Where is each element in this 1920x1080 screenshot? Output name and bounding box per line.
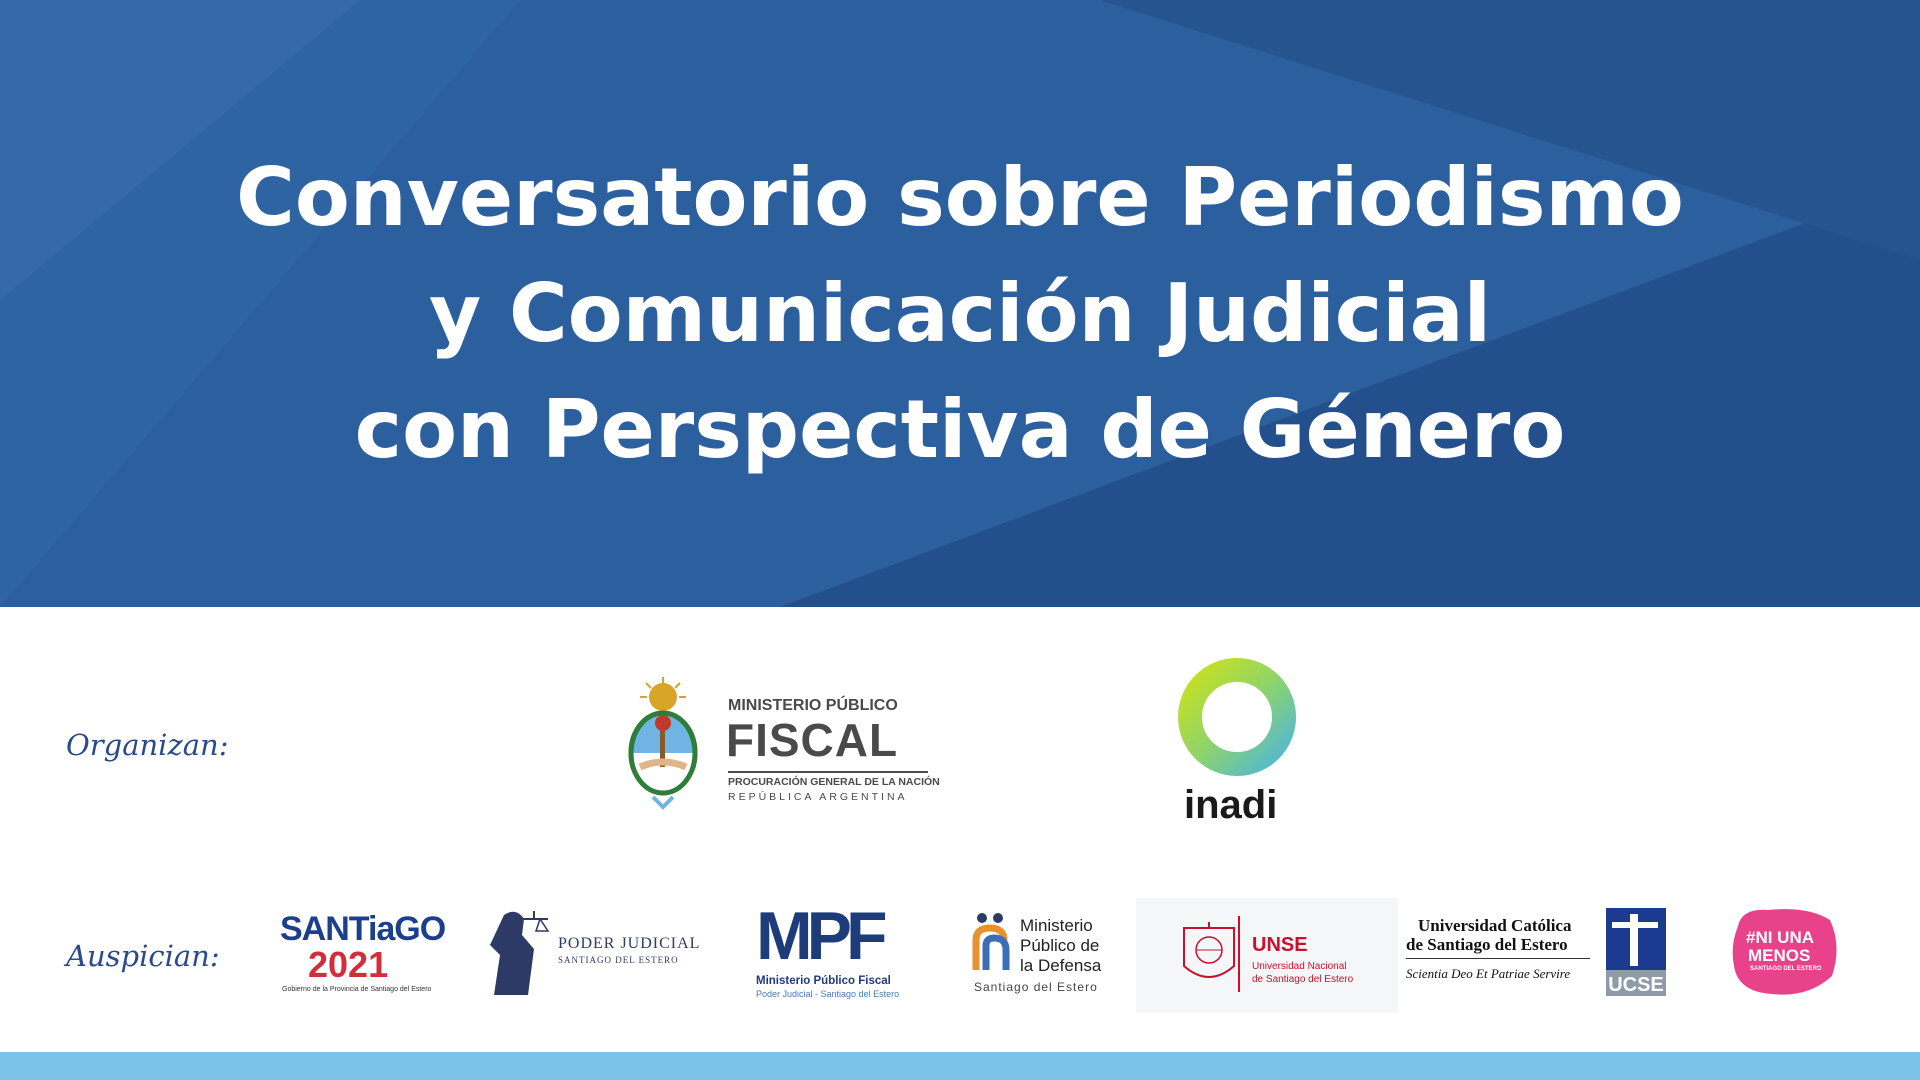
mpf-divider — [728, 771, 928, 773]
mpf-sde-mark: MPF — [756, 898, 882, 974]
auspician-label: Auspician: — [66, 939, 220, 973]
justice-figure-icon — [474, 905, 554, 997]
pj-line1: PODER JUDICIAL — [558, 935, 701, 952]
niunamenos-line1: #NI UNA — [1746, 928, 1815, 947]
title-line-1: Conversatorio sobre Periodismo — [236, 151, 1684, 244]
title-line-3: con Perspectiva de Género — [354, 383, 1566, 476]
santiago-word: SANTiaGO — [280, 910, 446, 948]
santiago-caption: Gobierno de la Provincia de Santiago del Estero — [282, 986, 432, 993]
niunamenos-line2: MENOS — [1748, 946, 1811, 965]
title-line-2: y Comunicación Judicial — [428, 267, 1492, 360]
ucse-line2: de Santiago del Estero — [1406, 935, 1568, 954]
unse-line1: Universidad Nacional — [1252, 961, 1347, 972]
defensa-logo — [972, 910, 1122, 1005]
inadi-logo — [1172, 655, 1302, 830]
inadi-ring-icon — [1172, 655, 1302, 785]
bottom-accent-bar — [0, 1052, 1920, 1080]
unse-name: UNSE — [1252, 934, 1308, 956]
defensa-line3: la Defensa — [1020, 956, 1102, 975]
unse-crest-icon — [1174, 918, 1244, 990]
unse-divider — [1238, 916, 1240, 992]
mpf-sde-line1: Ministerio Público Fiscal — [756, 975, 891, 987]
poder-judicial-logo — [474, 905, 714, 1000]
ucse-logo — [1404, 910, 1674, 1005]
mpf-sde-logo — [756, 898, 916, 1000]
unse-line2: de Santiago del Estero — [1252, 974, 1354, 985]
inadi-name: inadi — [1184, 783, 1278, 827]
santiago-2021-logo — [276, 910, 446, 1000]
ucse-motto: Scientia Deo Et Patriae Servire — [1406, 966, 1571, 981]
mpf-logo — [618, 675, 938, 815]
event-title — [0, 140, 1920, 488]
mpf-line1: MINISTERIO PÚBLICO — [728, 697, 898, 714]
defensa-line4: Santiago del Estero — [974, 980, 1098, 994]
defensa-line2: Público de — [1020, 936, 1100, 955]
mpf-sde-line2: Poder Judicial - Santiago del Estero — [756, 989, 900, 999]
mpf-line4: REPÚBLICA ARGENTINA — [728, 791, 908, 803]
ucse-mark: UCSE — [1608, 974, 1664, 996]
santiago-year: 2021 — [308, 944, 389, 985]
pj-line2: SANTIAGO DEL ESTERO — [558, 955, 679, 965]
ucse-line1: Universidad Católica — [1418, 916, 1572, 935]
mpf-line2: FISCAL — [726, 714, 899, 766]
organizan-label: Organizan: — [66, 728, 229, 762]
niunamenos-line3: SANTIAGO DEL ESTERO — [1750, 966, 1822, 972]
mpf-line3: PROCURACIÓN GENERAL DE LA NACIÓN — [728, 776, 940, 788]
argentina-coat-of-arms-icon — [618, 675, 708, 815]
defensa-line1: Ministerio — [1020, 916, 1093, 935]
ucse-divider — [1406, 958, 1590, 959]
defensa-mark-icon — [972, 910, 1014, 980]
niunamenos-logo — [1728, 906, 1842, 996]
